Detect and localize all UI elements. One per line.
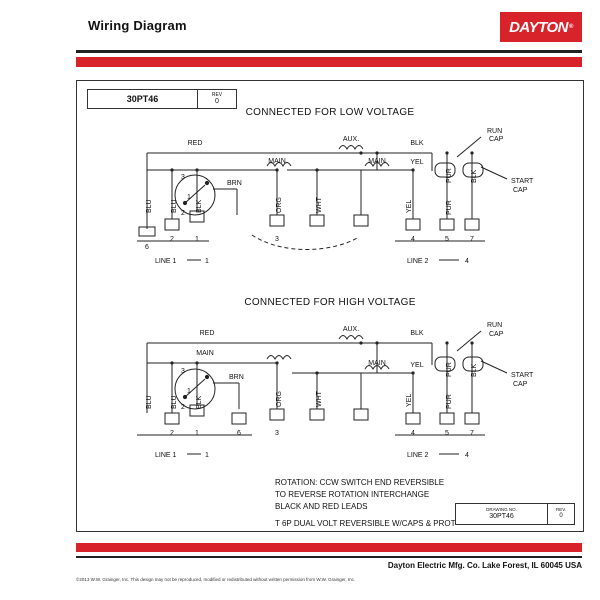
label-red-hv: RED [199,330,215,337]
footer-red-band [76,543,582,552]
label-blk-sw-hv: BLK [196,395,203,409]
switch-num-2-hv: 2 [181,404,185,411]
rotation-notes [275,477,456,530]
label-blk-r-hv: BLK [471,363,478,377]
terminal-6: 6 [145,244,149,251]
revision-block [198,90,236,108]
drawing-frame [76,80,584,532]
terminal-7: 7 [470,236,474,243]
terminal-1-hv: 1 [195,430,199,437]
dayton-logo [500,12,582,42]
revision-label: REV [211,92,223,98]
label-main-right: MAIN [368,158,386,165]
label-main-right-hv: MAIN [368,360,386,367]
line-1-num-hv: 1 [205,452,209,459]
label-aux: AUX. [342,136,360,143]
drawing-revision-label: REV. [555,507,567,513]
registered-mark-icon: ® [569,24,573,30]
note-line-2: TO REVERSE ROTATION INTERCHANGE [275,490,430,499]
label-pur-2: PUR [446,168,453,183]
footer-rule [76,556,582,558]
terminal-5-hv: 5 [445,430,449,437]
label-red: RED [187,140,203,147]
terminal-2: 2 [170,236,174,243]
label-org: ORG [276,197,283,213]
drawing-revision-value: 0 [559,513,563,520]
label-run-cap-2-hv: CAP [489,331,504,338]
note-line-4: T 6P DUAL VOLT REVERSIBLE W/CAPS & PROT [275,519,456,528]
switch-num-1: 1 [187,194,191,201]
switch-num-3: 3 [181,174,185,181]
label-start-cap-1-hv: START [511,372,534,379]
terminal-3-hv: 3 [275,430,279,437]
label-start-cap-1: START [511,178,534,185]
label-main-left: MAIN [268,158,286,165]
low-voltage-title: CONNECTED FOR LOW VOLTAGE [245,107,415,118]
label-yel-hv: YEL [406,393,413,407]
switch-num-3-hv: 3 [181,368,185,375]
part-number: 30PT46 [88,90,198,108]
switch-num-1-hv: 1 [187,388,191,395]
line-2-num-hv: 4 [465,452,469,459]
label-blu-2: BLU [171,199,178,213]
terminal-3: 3 [275,236,279,243]
low-voltage-schematic [77,123,583,303]
label-pur-1-hv: PUR [446,394,453,409]
drawing-revision [548,504,574,524]
label-brn-hv: BRN [229,374,244,381]
line-2-num: 4 [465,258,469,265]
switch-num-2: 2 [181,210,185,217]
copyright-footer: ©2013 W.W. Grainger, Inc. This design may not be reproduced, modified or redistributed without written permission from W.W. Grainger, Inc. [76,577,356,582]
label-main-left-hv: MAIN [196,350,214,357]
note-line-1: ROTATION: CCW SWITCH END REVERSIBLE [275,478,445,487]
label-wht: WHT [316,197,323,213]
drawing-number-block [455,503,575,525]
label-wht-hv: WHT [316,391,323,407]
label-run-cap-2: CAP [489,136,504,143]
page-title: Wiring Diagram [88,18,187,33]
terminal-7-hv: 7 [470,430,474,437]
label-org-hv: ORG [276,391,283,407]
label-run-cap-1-hv: RUN [487,322,503,329]
logo-text: DAYTON [509,18,569,36]
label-blk-r: BLK [471,169,478,183]
label-blk-top: BLK [410,140,424,147]
label-start-cap-2-hv: CAP [513,381,528,388]
label-start-cap-2: CAP [513,187,528,194]
drawing-number-label: DRAWING NO. [486,506,517,512]
label-yel-top: YEL [410,159,424,166]
header-red-band [76,57,582,67]
company-footer: Dayton Electric Mfg. Co. Lake Forest, IL 60045 USA [387,561,582,570]
label-line-2-hv: LINE 2 [407,452,429,459]
label-aux-hv: AUX. [342,326,360,333]
terminal-4-hv: 4 [411,430,415,437]
label-pur-1: PUR [446,200,453,215]
drawing-number-value: 30PT46 [489,512,514,520]
label-line-2: LINE 2 [407,258,429,265]
terminal-6-hv: 6 [237,430,241,437]
terminal-2-hv: 2 [170,430,174,437]
high-voltage-title: CONNECTED FOR HIGH VOLTAGE [244,297,416,308]
drawing-number [456,504,548,524]
terminal-5: 5 [445,236,449,243]
label-brn: BRN [227,180,242,187]
label-pur-2-hv: PUR [446,362,453,377]
part-number-block [87,89,237,109]
label-blu-1: BLU [146,199,153,213]
revision-value: 0 [215,98,219,105]
line-1-num: 1 [205,258,209,265]
label-line-1-hv: LINE 1 [155,452,177,459]
note-line-3: BLACK AND RED LEADS [275,502,368,511]
label-blk-top-hv: BLK [410,330,424,337]
terminal-4: 4 [411,236,415,243]
label-blu-2-hv: BLU [171,395,178,409]
label-yel-top-hv: YEL [410,362,424,369]
label-blu-1-hv: BLU [146,395,153,409]
label-yel: YEL [406,199,413,213]
label-run-cap-1: RUN [487,128,503,135]
label-line-1: LINE 1 [155,258,177,265]
terminal-1: 1 [195,236,199,243]
high-voltage-schematic [77,313,583,493]
label-blk-sw: BLK [196,199,203,213]
header-rule [76,50,582,53]
